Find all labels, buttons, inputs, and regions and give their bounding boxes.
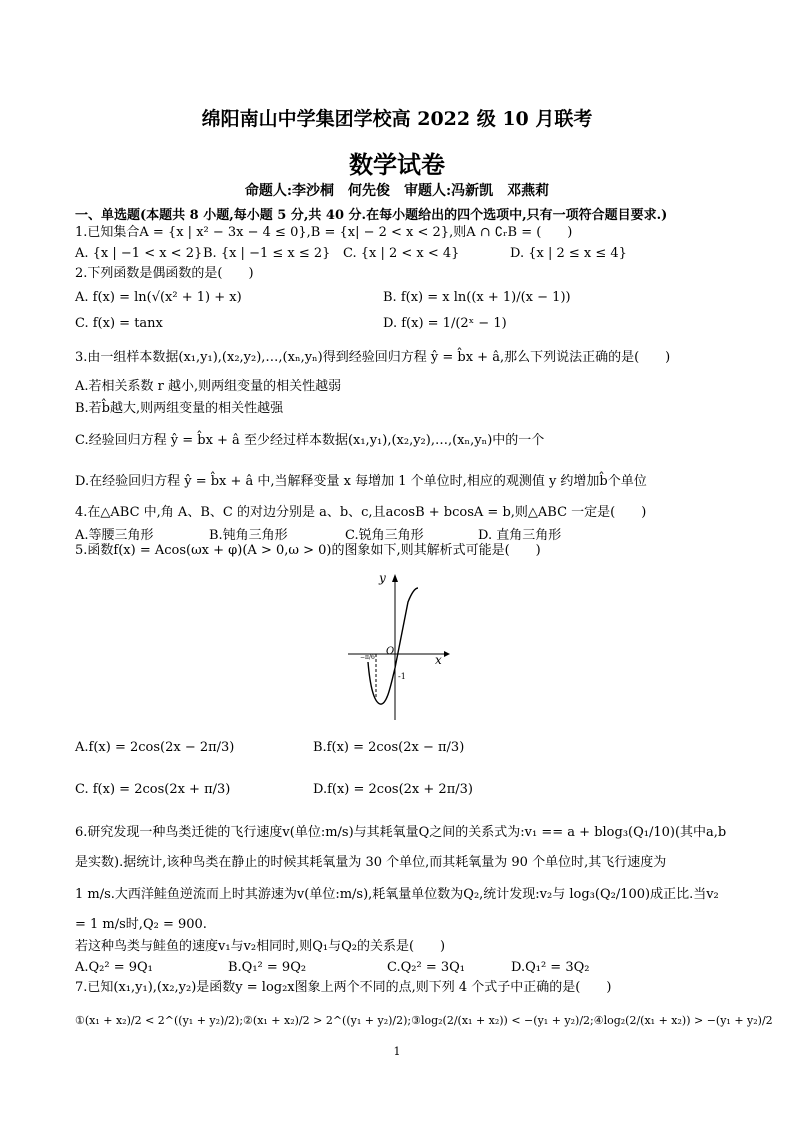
origin-label: O: [386, 646, 395, 657]
exam-title: 绵阳南山中学集团学校高 2022 级 10 月联考: [201, 108, 593, 130]
q4-stem: 4.在△ABC 中,角 A、B、C 的对边分别是 a、b、c,且acosB + bcosA = b,则△ABC 一定是( ): [75, 505, 647, 520]
q6-line-3: 1 m/s.大西洋鲑鱼逆流而上时其游速为v(单位:m/s),耗氧量单位数为Q₂,统计发现:v₂与 log₃(Q₂/100)成正比.当v₂: [75, 887, 719, 902]
q1-option-b: B. {x | −1 ≤ x ≤ 2}: [203, 246, 331, 261]
q1-option-d: D. {x | 2 ≤ x ≤ 4}: [510, 246, 627, 261]
q3-option-b: B.若b̂越大,则两组变量的相关性越强: [75, 401, 284, 416]
q7-items: ①(x₁ + x₂)/2 < 2^((y₁ + y₂)/2);②(x₁ + x₂)/2 > 2^((y₁ + y₂)/2);③log₂(2/(x₁ + x₂)) < −(y₁ + y₂)/2;④log₂(2/(x₁ + x₂)) > −(y₁ + y₂)/2: [75, 1014, 773, 1027]
q3-option-c: C.经验回归方程 ŷ = b̂x + â 至少经过样本数据(x₁,y₁),(x₂,y₂),…,(xₙ,yₙ)中的一个: [75, 433, 545, 448]
section-heading: 一、单选题(本题共 8 小题,每小题 5 分,共 40 分.在每小题给出的四个选项中,只有一项符合题目要求.): [75, 208, 668, 223]
q5-option-b: B.f(x) = 2cos(2x − π/3): [313, 740, 465, 755]
q6-option-b: B.Q₁² = 9Q₂: [228, 960, 307, 975]
q6-option-d: D.Q₁² = 3Q₂: [511, 960, 590, 975]
q6-line-2: 是实数).据统计,该种鸟类在静止的时候其耗氧量为 30 个单位,而其耗氧量为 90 个单位时,其飞行速度为: [75, 855, 667, 870]
x-axis-label: x: [435, 653, 442, 667]
y-axis-label: y: [379, 571, 386, 585]
q6-line-4: = 1 m/s时,Q₂ = 900.: [75, 917, 207, 932]
exam-subtitle: 数学试卷: [349, 150, 445, 179]
q5-option-c: C. f(x) = 2cos(2x + π/3): [75, 782, 231, 797]
exam-authors: 命题人:李沙桐 何先俊 审题人:冯新凯 邓燕莉: [244, 183, 550, 199]
x-tick-label: −π/6: [360, 654, 375, 661]
q1-option-c: C. {x | 2 < x < 4}: [343, 246, 460, 261]
q4-option-a: A.等腰三角形: [75, 528, 154, 543]
q7-stem: 7.已知(x₁,y₁),(x₂,y₂)是函数y = log₂x图象上两个不同的点,则下列 4 个式子中正确的是( ): [75, 980, 612, 995]
q6-line-5: 若这种鸟类与鲑鱼的速度v₁与v₂相同时,则Q₁与Q₂的关系是( ): [75, 939, 446, 954]
y-tick-label: -1: [398, 672, 406, 681]
q2-option-c: C. f(x) = tanx: [75, 316, 163, 331]
q6-option-c: C.Q₂² = 3Q₁: [387, 960, 465, 975]
q6-option-a: A.Q₂² = 9Q₁: [75, 960, 153, 975]
q5-stem: 5.函数f(x) = Acos(ωx + φ)(A > 0,ω > 0)的图象如下,则其解析式可能是( ): [75, 543, 541, 558]
q4-option-d: D. 直角三角形: [478, 528, 562, 543]
q4-option-c: C.锐角三角形: [345, 528, 424, 543]
q5-function-graph: [340, 568, 460, 728]
q2-option-b: B. f(x) = x ln((x + 1)/(x − 1)): [383, 290, 571, 305]
q1-stem: 1.已知集合A = {x | x² − 3x − 4 ≤ 0},B = {x| − 2 < x < 2},则A ∩ ∁ᵣB = ( ): [75, 225, 573, 240]
q3-option-a: A.若相关系数 r 越小,则两组变量的相关性越弱: [75, 379, 342, 394]
y-axis-arrow: [392, 574, 398, 582]
q5-option-d: D.f(x) = 2cos(2x + 2π/3): [313, 782, 473, 797]
q1-option-a: A. {x | −1 < x < 2}: [75, 246, 203, 261]
q4-option-b: B.钝角三角形: [209, 528, 288, 543]
q3-option-d: D.在经验回归方程 ŷ = b̂x + â 中,当解释变量 x 每增加 1 个单位时,相应的观测值 y 约增加b̂个单位: [75, 474, 647, 489]
page-number: 1: [393, 1045, 401, 1058]
q2-stem: 2.下列函数是偶函数的是( ): [75, 266, 254, 281]
q5-option-a: A.f(x) = 2cos(2x − 2π/3): [75, 740, 235, 755]
x-axis-arrow: [444, 651, 450, 657]
q3-stem: 3.由一组样本数据(x₁,y₁),(x₂,y₂),…,(xₙ,yₙ)得到经验回归方程 ŷ = b̂x + â,那么下列说法正确的是( ): [75, 350, 671, 365]
q2-option-d: D. f(x) = 1/(2ˣ − 1): [383, 316, 507, 331]
q6-line-1: 6.研究发现一种鸟类迁徙的飞行速度v(单位:m/s)与其耗氧量Q之间的关系式为:v₁ == a + blog₃(Q₁/10)(其中a,b: [75, 825, 727, 840]
q2-option-a: A. f(x) = ln(√(x² + 1) + x): [75, 290, 242, 305]
